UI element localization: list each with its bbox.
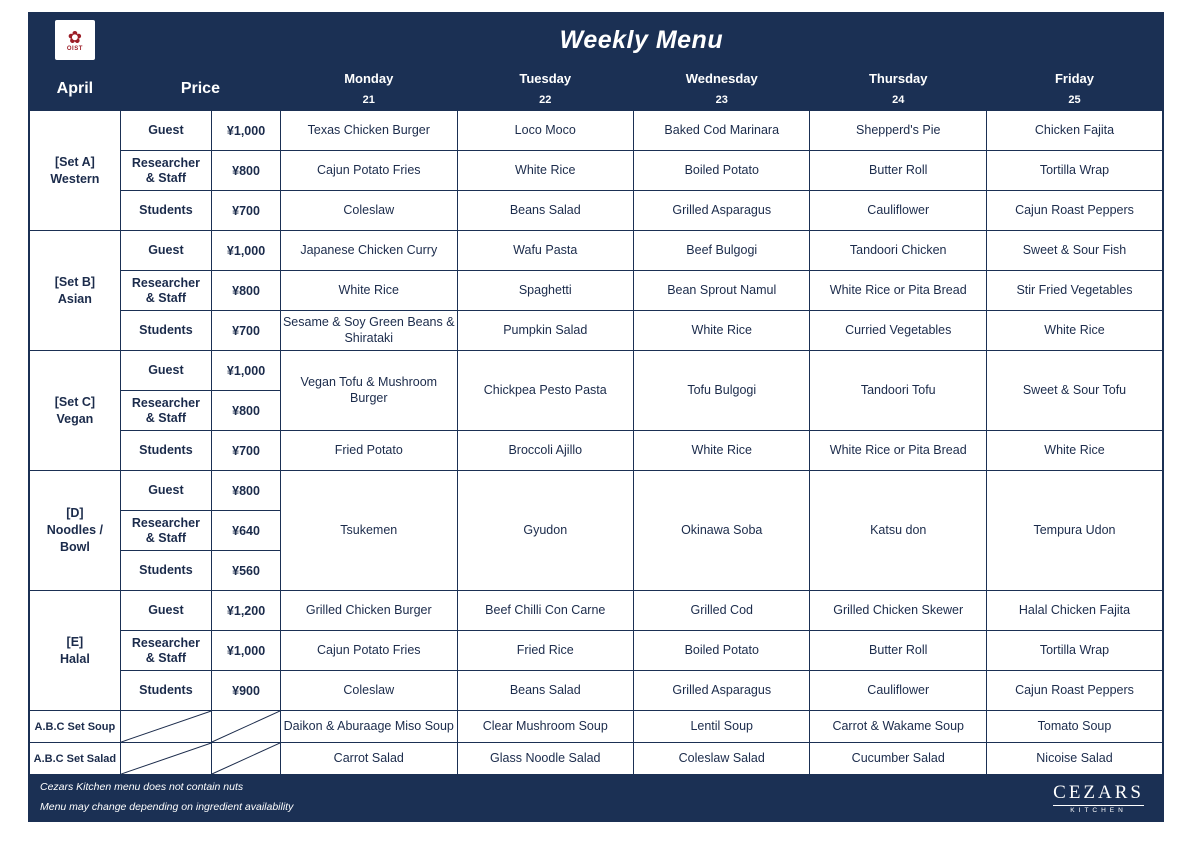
set-b-mon-2: White Rice (281, 271, 457, 311)
title-row (29, 13, 1163, 67)
salad-thu: Cucumber Salad (810, 743, 986, 776)
role-guest: Guest (120, 231, 211, 271)
diagonal-line-icon (212, 743, 280, 774)
set-c-fri-main: Sweet & Sour Tofu (986, 351, 1163, 431)
set-e-thu-1: Grilled Chicken Skewer (810, 591, 986, 631)
role-staff (120, 631, 211, 671)
set-e-mon-3: Coleslaw (281, 671, 457, 711)
role-staff (120, 151, 211, 191)
set-c-row-guest (29, 351, 1163, 391)
soup-mon: Daikon & Aburaage Miso Soup (281, 711, 457, 743)
role-staff-line2: & Staff (145, 290, 187, 305)
day-number-friday: 25 (986, 90, 1163, 111)
set-a-row-students (29, 191, 1163, 231)
set-b-wed-1: Beef Bulgogi (634, 231, 810, 271)
role-staff (120, 391, 211, 431)
set-a-thu-3: Cauliflower (810, 191, 986, 231)
set-a-tue-2: White Rice (457, 151, 633, 191)
set-a-fri-2: Tortilla Wrap (986, 151, 1163, 191)
set-d-tue: Gyudon (457, 471, 633, 591)
role-guest: Guest (120, 111, 211, 151)
salad-tue: Glass Noodle Salad (457, 743, 633, 776)
logo-mark-icon: ✿ (67, 27, 82, 47)
set-a-thu-1: Shepperd's Pie (810, 111, 986, 151)
oist-logo-cell (29, 13, 120, 67)
soup-thu: Carrot & Wakame Soup (810, 711, 986, 743)
set-b-mon-1: Japanese Chicken Curry (281, 231, 457, 271)
set-e-tue-1: Beef Chilli Con Carne (457, 591, 633, 631)
set-e-tue-2: Fried Rice (457, 631, 633, 671)
set-a-mon-2: Cajun Potato Fries (281, 151, 457, 191)
role-staff-line1: Researcher (131, 395, 200, 410)
set-c-thu-main: Tandoori Tofu (810, 351, 986, 431)
diagonal-line-icon (121, 743, 211, 774)
brand-name: CEZARS (1053, 782, 1144, 804)
day-number-monday: 21 (281, 90, 457, 111)
set-a-thu-2: Butter Roll (810, 151, 986, 191)
set-c-tue-side: Broccoli Ajillo (457, 431, 633, 471)
page-title: Weekly Menu (120, 13, 1163, 67)
role-staff (120, 271, 211, 311)
role-staff-line2: & Staff (145, 530, 187, 545)
set-a-fri-3: Cajun Roast Peppers (986, 191, 1163, 231)
set-a-mon-1: Texas Chicken Burger (281, 111, 457, 151)
set-e-row-guest (29, 591, 1163, 631)
set-d-label-line3: Bowl (59, 539, 90, 554)
role-staff-line1: Researcher (131, 635, 200, 650)
footer-note-availability: Menu may change depending on ingredient availability (40, 801, 294, 814)
day-header-tuesday: Tuesday (457, 67, 633, 90)
set-e-row-staff (29, 631, 1163, 671)
set-b-thu-3: Curried Vegetables (810, 311, 986, 351)
set-b-fri-3: White Rice (986, 311, 1163, 351)
soup-fri: Tomato Soup (986, 711, 1163, 743)
set-a-mon-3: Coleslaw (281, 191, 457, 231)
set-e-thu-2: Butter Roll (810, 631, 986, 671)
set-e-mon-1: Grilled Chicken Burger (281, 591, 457, 631)
role-staff-line2: & Staff (145, 650, 187, 665)
set-e-thu-3: Cauliflower (810, 671, 986, 711)
set-e-label-line2: Halal (59, 651, 90, 666)
salad-wed: Coleslaw Salad (634, 743, 810, 776)
salad-fri: Nicoise Salad (986, 743, 1163, 776)
set-b-price-students: ¥700 (212, 311, 281, 351)
role-staff-line1: Researcher (131, 515, 200, 530)
set-e-row-students (29, 671, 1163, 711)
role-staff-line1: Researcher (131, 155, 200, 170)
brand-sub: KITCHEN (1053, 805, 1144, 814)
set-e-wed-2: Boiled Potato (634, 631, 810, 671)
set-b-wed-3: White Rice (634, 311, 810, 351)
set-d-label-line1: [D] (66, 506, 84, 521)
set-a-label-line2: Western (50, 171, 100, 186)
set-d-mon: Tsukemen (281, 471, 457, 591)
set-b-tue-2: Spaghetti (457, 271, 633, 311)
set-e-fri-2: Tortilla Wrap (986, 631, 1163, 671)
role-students: Students (120, 431, 211, 471)
set-c-label-line2: Vegan (56, 411, 94, 426)
set-b-fri-1: Sweet & Sour Fish (986, 231, 1163, 271)
role-staff-line2: & Staff (145, 410, 187, 425)
set-b-thu-1: Tandoori Chicken (810, 231, 986, 271)
role-guest: Guest (120, 351, 211, 391)
day-header-wednesday: Wednesday (634, 67, 810, 90)
set-c-thu-side: White Rice or Pita Bread (810, 431, 986, 471)
set-c-wed-side: White Rice (634, 431, 810, 471)
role-students: Students (120, 311, 211, 351)
set-b-price-staff: ¥800 (212, 271, 281, 311)
set-e-tue-3: Beans Salad (457, 671, 633, 711)
header-row-day-names (29, 67, 1163, 90)
set-b-row-staff (29, 271, 1163, 311)
role-guest: Guest (120, 471, 211, 511)
footer-bar (28, 776, 1164, 822)
set-a-price-guest: ¥1,000 (212, 111, 281, 151)
role-staff (120, 511, 211, 551)
set-b-tue-1: Wafu Pasta (457, 231, 633, 271)
set-c-label-line1: [Set C] (54, 394, 96, 409)
set-e-fri-3: Cajun Roast Peppers (986, 671, 1163, 711)
set-d-label-line2: Noodles / (46, 523, 104, 538)
set-c-label (29, 351, 120, 471)
salad-mon: Carrot Salad (281, 743, 457, 776)
set-b-row-guest (29, 231, 1163, 271)
set-e-price-guest: ¥1,200 (212, 591, 281, 631)
set-c-price-guest: ¥1,000 (212, 351, 281, 391)
set-d-thu: Katsu don (810, 471, 986, 591)
set-b-price-guest: ¥1,000 (212, 231, 281, 271)
soup-tue: Clear Mushroom Soup (457, 711, 633, 743)
role-students: Students (120, 191, 211, 231)
role-students: Students (120, 671, 211, 711)
set-c-price-students: ¥700 (212, 431, 281, 471)
set-a-tue-3: Beans Salad (457, 191, 633, 231)
day-number-thursday: 24 (810, 90, 986, 111)
set-e-mon-2: Cajun Potato Fries (281, 631, 457, 671)
set-a-price-students: ¥700 (212, 191, 281, 231)
set-e-price-staff: ¥1,000 (212, 631, 281, 671)
set-b-label-line2: Asian (57, 291, 92, 306)
set-b-wed-2: Bean Sprout Namul (634, 271, 810, 311)
soup-label: A.B.C Set Soup (29, 711, 120, 743)
set-e-label (29, 591, 120, 711)
set-b-fri-2: Stir Fried Vegetables (986, 271, 1163, 311)
set-e-label-line1: [E] (66, 634, 84, 649)
day-header-monday: Monday (281, 67, 457, 90)
set-a-wed-2: Boiled Potato (634, 151, 810, 191)
set-a-price-staff: ¥800 (212, 151, 281, 191)
set-e-price-students: ¥900 (212, 671, 281, 711)
set-e-wed-1: Grilled Cod (634, 591, 810, 631)
weekly-menu-table (28, 12, 1164, 776)
set-c-tue-main: Chickpea Pesto Pasta (457, 351, 633, 431)
set-d-row-guest (29, 471, 1163, 511)
cezars-kitchen-logo (1053, 782, 1144, 814)
set-b-thu-2: White Rice or Pita Bread (810, 271, 986, 311)
salad-row (29, 743, 1163, 776)
footer-notes (40, 778, 293, 818)
set-a-fri-1: Chicken Fajita (986, 111, 1163, 151)
role-staff-line2: & Staff (145, 170, 187, 185)
price-header: Price (120, 67, 280, 111)
set-b-row-students (29, 311, 1163, 351)
set-e-wed-3: Grilled Asparagus (634, 671, 810, 711)
role-guest: Guest (120, 591, 211, 631)
salad-label: A.B.C Set Salad (29, 743, 120, 776)
set-b-label (29, 231, 120, 351)
set-b-label-line1: [Set B] (54, 274, 96, 289)
set-c-fri-side: White Rice (986, 431, 1163, 471)
footer-note-nuts: Cezars Kitchen menu does not contain nuts (40, 781, 244, 794)
set-c-row-students (29, 431, 1163, 471)
set-a-wed-3: Grilled Asparagus (634, 191, 810, 231)
soup-row (29, 711, 1163, 743)
set-d-price-staff: ¥640 (212, 511, 281, 551)
set-d-price-guest: ¥800 (212, 471, 281, 511)
set-a-tue-1: Loco Moco (457, 111, 633, 151)
set-d-label (29, 471, 120, 591)
set-c-mon-side: Fried Potato (281, 431, 457, 471)
set-d-fri: Tempura Udon (986, 471, 1163, 591)
set-c-wed-main: Tofu Bulgogi (634, 351, 810, 431)
soup-slash-2 (212, 711, 281, 743)
diagonal-line-icon (121, 711, 211, 742)
set-c-price-staff: ¥800 (212, 391, 281, 431)
diagonal-line-icon (212, 711, 280, 742)
day-header-thursday: Thursday (810, 67, 986, 90)
set-c-mon-main: Vegan Tofu & Mushroom Burger (281, 351, 457, 431)
salad-slash-1 (120, 743, 211, 776)
day-number-wednesday: 23 (634, 90, 810, 111)
set-b-mon-3: Sesame & Soy Green Beans & Shirataki (281, 311, 457, 351)
set-a-row-guest (29, 111, 1163, 151)
soup-slash-1 (120, 711, 211, 743)
salad-slash-2 (212, 743, 281, 776)
logo-text: OIST (66, 45, 83, 52)
day-header-friday: Friday (986, 67, 1163, 90)
oist-logo-icon (55, 20, 95, 60)
role-staff-line1: Researcher (131, 275, 200, 290)
set-d-price-students: ¥560 (212, 551, 281, 591)
day-number-tuesday: 22 (457, 90, 633, 111)
set-e-fri-1: Halal Chicken Fajita (986, 591, 1163, 631)
set-a-wed-1: Baked Cod Marinara (634, 111, 810, 151)
set-b-tue-3: Pumpkin Salad (457, 311, 633, 351)
set-d-wed: Okinawa Soba (634, 471, 810, 591)
set-a-label (29, 111, 120, 231)
set-a-row-staff (29, 151, 1163, 191)
set-a-label-line1: [Set A] (54, 154, 95, 169)
soup-wed: Lentil Soup (634, 711, 810, 743)
month-label: April (29, 67, 120, 111)
role-students: Students (120, 551, 211, 591)
